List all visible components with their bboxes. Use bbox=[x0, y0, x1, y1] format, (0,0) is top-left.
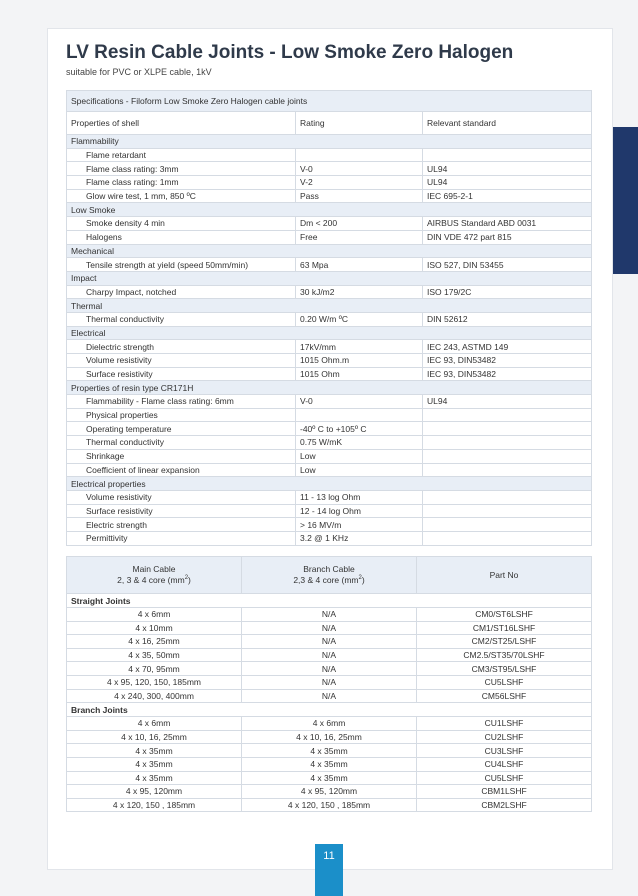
branch-cable-cell: N/A bbox=[242, 662, 417, 676]
spec-standard: DIN 52612 bbox=[423, 312, 592, 326]
spec-property: Smoke density 4 min bbox=[67, 217, 296, 231]
joints-row bbox=[67, 730, 592, 744]
part-no-cell: CU4LSHF bbox=[417, 757, 592, 771]
spec-row bbox=[67, 230, 592, 244]
joints-row bbox=[67, 744, 592, 758]
spec-property: Coefficient of linear expansion bbox=[67, 463, 296, 477]
spec-standard: UL94 bbox=[423, 162, 592, 176]
spec-standard: UL94 bbox=[423, 176, 592, 190]
part-no-cell: CM2/ST25/LSHF bbox=[417, 635, 592, 649]
joints-row bbox=[67, 689, 592, 703]
spec-rating: V-0 bbox=[296, 395, 423, 409]
part-no-cell: CU1LSHF bbox=[417, 717, 592, 731]
spec-property: Thermal conductivity bbox=[67, 312, 296, 326]
spec-property: Flammability - Flame class rating: 6mm bbox=[67, 395, 296, 409]
spec-standard bbox=[423, 436, 592, 450]
spec-category-row bbox=[67, 477, 592, 491]
spec-standard: IEC 93, DIN53482 bbox=[423, 367, 592, 381]
spec-row bbox=[67, 176, 592, 190]
part-no-cell: CU3LSHF bbox=[417, 744, 592, 758]
spec-property: Flame class rating: 3mm bbox=[67, 162, 296, 176]
spec-rating: V-2 bbox=[296, 176, 423, 190]
spec-property: Physical properties bbox=[67, 408, 296, 422]
header-main-cable: Main Cable 2, 3 & 4 core $(mm^2)$ bbox=[67, 557, 242, 594]
spec-rating: 0.20 W/m ºC bbox=[296, 312, 423, 326]
spec-property: Electric strength bbox=[67, 518, 296, 532]
spec-standard: ISO 527, DIN 53455 bbox=[423, 258, 592, 272]
branch-cable-cell: 4 x 6mm bbox=[242, 717, 417, 731]
branch-cable-cell: 4 x 35mm bbox=[242, 744, 417, 758]
main-cable-cell: 4 x 95, 120, 150, 185mm bbox=[67, 675, 242, 689]
branch-cable-cell: N/A bbox=[242, 675, 417, 689]
part-no-cell: CM3/ST95/LSHF bbox=[417, 662, 592, 676]
joints-row bbox=[67, 675, 592, 689]
spec-row bbox=[67, 463, 592, 477]
spec-standard bbox=[423, 408, 592, 422]
spec-rating: 63 Mpa bbox=[296, 258, 423, 272]
spec-category-row bbox=[67, 203, 592, 217]
spec-category-row bbox=[67, 135, 592, 149]
spec-header-properties: Properties of shell bbox=[67, 112, 296, 135]
part-no-cell: CU5LSHF bbox=[417, 675, 592, 689]
spec-property: Operating temperature bbox=[67, 422, 296, 436]
branch-cable-cell: 4 x 120, 150 , 185mm bbox=[242, 798, 417, 812]
spec-category-row bbox=[67, 381, 592, 395]
spec-property: Glow wire test, 1 mm, 850 ºC bbox=[67, 189, 296, 203]
spec-standard bbox=[423, 463, 592, 477]
spec-category-label: Low Smoke bbox=[67, 203, 592, 217]
spec-standard bbox=[423, 531, 592, 545]
spec-rating: Free bbox=[296, 230, 423, 244]
spec-standard: IEC 243, ASTMD 149 bbox=[423, 340, 592, 354]
side-tab-marker bbox=[613, 127, 638, 274]
spec-rating: 1015 Ohm.m bbox=[296, 354, 423, 368]
branch-cable-cell: N/A bbox=[242, 608, 417, 622]
spec-standard: UL94 bbox=[423, 395, 592, 409]
spec-category-label: Flammability bbox=[67, 135, 592, 149]
spec-standard bbox=[423, 504, 592, 518]
spec-header-rating: Rating bbox=[296, 112, 423, 135]
spec-row bbox=[67, 258, 592, 272]
header-branch-cable: Branch Cable 2,3 & 4 core $(mm^2)$ bbox=[242, 557, 417, 594]
spec-row bbox=[67, 148, 592, 162]
spec-property: Volume resistivity bbox=[67, 354, 296, 368]
spec-property: Flame retardant bbox=[67, 148, 296, 162]
branch-cable-cell: N/A bbox=[242, 648, 417, 662]
spec-property: Flame class rating: 1mm bbox=[67, 176, 296, 190]
main-cable-cell: 4 x 10, 16, 25mm bbox=[67, 730, 242, 744]
spec-property: Shrinkage bbox=[67, 449, 296, 463]
spec-category-label: Mechanical bbox=[67, 244, 592, 258]
joints-section-title: Straight Joints bbox=[67, 594, 592, 608]
joints-row bbox=[67, 785, 592, 799]
spec-row bbox=[67, 422, 592, 436]
spec-property: Halogens bbox=[67, 230, 296, 244]
spec-row bbox=[67, 285, 592, 299]
spec-standard bbox=[423, 148, 592, 162]
joints-row bbox=[67, 608, 592, 622]
spec-row bbox=[67, 217, 592, 231]
spec-standard: IEC 695-2-1 bbox=[423, 189, 592, 203]
part-no-cell: CM1/ST16LSHF bbox=[417, 621, 592, 635]
spec-standard: ISO 179/2C bbox=[423, 285, 592, 299]
spec-rating: Pass bbox=[296, 189, 423, 203]
joints-row bbox=[67, 717, 592, 731]
spec-rating bbox=[296, 408, 423, 422]
spec-row bbox=[67, 189, 592, 203]
main-cable-cell: 4 x 35mm bbox=[67, 744, 242, 758]
spec-row bbox=[67, 436, 592, 450]
spec-row bbox=[67, 408, 592, 422]
spec-rating: V-0 bbox=[296, 162, 423, 176]
joints-section-title: Branch Joints bbox=[67, 703, 592, 717]
spec-row bbox=[67, 367, 592, 381]
spec-standard: IEC 93, DIN53482 bbox=[423, 354, 592, 368]
part-no-cell: CBM2LSHF bbox=[417, 798, 592, 812]
part-no-cell: CM0/ST6LSHF bbox=[417, 608, 592, 622]
spec-property: Tensile strength at yield (speed 50mm/min) bbox=[67, 258, 296, 272]
spec-standard: DIN VDE 472 part 815 bbox=[423, 230, 592, 244]
spec-row bbox=[67, 354, 592, 368]
joints-table bbox=[66, 556, 592, 812]
page-title: LV Resin Cable Joints - Low Smoke Zero Halogen bbox=[66, 42, 514, 63]
specifications-table bbox=[66, 90, 592, 546]
spec-rating: 3.2 @ 1 KHz bbox=[296, 531, 423, 545]
spec-row bbox=[67, 449, 592, 463]
spec-category-row bbox=[67, 244, 592, 258]
spec-property: Dielectric strength bbox=[67, 340, 296, 354]
spec-caption: Specifications - Filoform Low Smoke Zero Halogen cable joints bbox=[67, 91, 592, 112]
main-cable-cell: 4 x 240, 300, 400mm bbox=[67, 689, 242, 703]
spec-category-row bbox=[67, 271, 592, 285]
spec-rating: 17kV/mm bbox=[296, 340, 423, 354]
joints-section-row bbox=[67, 703, 592, 717]
joints-row bbox=[67, 648, 592, 662]
page-number: 11 bbox=[315, 844, 343, 896]
spec-header-standard: Relevant standard bbox=[423, 112, 592, 135]
main-cable-cell: 4 x 35, 50mm bbox=[67, 648, 242, 662]
header-part-no: Part No bbox=[417, 557, 592, 594]
branch-cable-cell: 4 x 35mm bbox=[242, 757, 417, 771]
spec-row bbox=[67, 531, 592, 545]
spec-property: Surface resistivity bbox=[67, 367, 296, 381]
spec-category-label: Electrical properties bbox=[67, 477, 592, 491]
branch-cable-cell: N/A bbox=[242, 621, 417, 635]
joints-row bbox=[67, 771, 592, 785]
branch-cable-cell: N/A bbox=[242, 635, 417, 649]
spec-rating bbox=[296, 148, 423, 162]
spec-rating: 0.75 W/mK bbox=[296, 436, 423, 450]
spec-rating: -40º C to +105º C bbox=[296, 422, 423, 436]
joints-header-row bbox=[67, 557, 592, 594]
spec-header-row bbox=[67, 112, 592, 135]
branch-cable-cell: 4 x 95, 120mm bbox=[242, 785, 417, 799]
joints-row bbox=[67, 635, 592, 649]
spec-rating: Dm < 200 bbox=[296, 217, 423, 231]
main-cable-cell: 4 x 95, 120mm bbox=[67, 785, 242, 799]
spec-standard bbox=[423, 422, 592, 436]
spec-row bbox=[67, 162, 592, 176]
part-no-cell: CBM1LSHF bbox=[417, 785, 592, 799]
part-no-cell: CU5LSHF bbox=[417, 771, 592, 785]
main-cable-cell: 4 x 6mm bbox=[67, 717, 242, 731]
branch-cable-cell: 4 x 10, 16, 25mm bbox=[242, 730, 417, 744]
main-cable-cell: 4 x 70, 95mm bbox=[67, 662, 242, 676]
joints-row bbox=[67, 621, 592, 635]
main-cable-cell: 4 x 35mm bbox=[67, 771, 242, 785]
spec-row bbox=[67, 490, 592, 504]
spec-category-label: Electrical bbox=[67, 326, 592, 340]
spec-row bbox=[67, 504, 592, 518]
spec-category-row bbox=[67, 326, 592, 340]
spec-rating: > 16 MV/m bbox=[296, 518, 423, 532]
spec-property: Thermal conductivity bbox=[67, 436, 296, 450]
spec-row bbox=[67, 518, 592, 532]
spec-category-label: Thermal bbox=[67, 299, 592, 313]
joints-row bbox=[67, 798, 592, 812]
spec-rating: 11 - 13 log Ohm bbox=[296, 490, 423, 504]
main-cable-cell: 4 x 120, 150 , 185mm bbox=[67, 798, 242, 812]
part-no-cell: CM56LSHF bbox=[417, 689, 592, 703]
main-cable-cell: 4 x 35mm bbox=[67, 757, 242, 771]
spec-category-row bbox=[67, 299, 592, 313]
spec-category-label: Impact bbox=[67, 271, 592, 285]
spec-property: Charpy Impact, notched bbox=[67, 285, 296, 299]
spec-row bbox=[67, 340, 592, 354]
spec-row bbox=[67, 312, 592, 326]
part-no-cell: CU2LSHF bbox=[417, 730, 592, 744]
branch-cable-cell: N/A bbox=[242, 689, 417, 703]
main-cable-cell: 4 x 10mm bbox=[67, 621, 242, 635]
main-cable-cell: 4 x 6mm bbox=[67, 608, 242, 622]
spec-standard bbox=[423, 449, 592, 463]
joints-section-row bbox=[67, 594, 592, 608]
spec-rating: 12 - 14 log Ohm bbox=[296, 504, 423, 518]
spec-row bbox=[67, 395, 592, 409]
joints-row bbox=[67, 757, 592, 771]
spec-property: Volume resistivity bbox=[67, 490, 296, 504]
spec-standard bbox=[423, 490, 592, 504]
spec-rating: 1015 Ohm bbox=[296, 367, 423, 381]
spec-caption-row bbox=[67, 91, 592, 112]
spec-rating: Low bbox=[296, 449, 423, 463]
part-no-cell: CM2.5/ST35/70LSHF bbox=[417, 648, 592, 662]
page-subtitle: suitable for PVC or XLPE cable, 1kV bbox=[66, 67, 212, 77]
main-cable-cell: 4 x 16, 25mm bbox=[67, 635, 242, 649]
spec-rating: 30 kJ/m2 bbox=[296, 285, 423, 299]
branch-cable-cell: 4 x 35mm bbox=[242, 771, 417, 785]
spec-property: Permittivity bbox=[67, 531, 296, 545]
joints-row bbox=[67, 662, 592, 676]
spec-property: Surface resistivity bbox=[67, 504, 296, 518]
spec-rating: Low bbox=[296, 463, 423, 477]
spec-standard: AIRBUS Standard ABD 0031 bbox=[423, 217, 592, 231]
spec-standard bbox=[423, 518, 592, 532]
spec-category-label: Properties of resin type CR171H bbox=[67, 381, 592, 395]
